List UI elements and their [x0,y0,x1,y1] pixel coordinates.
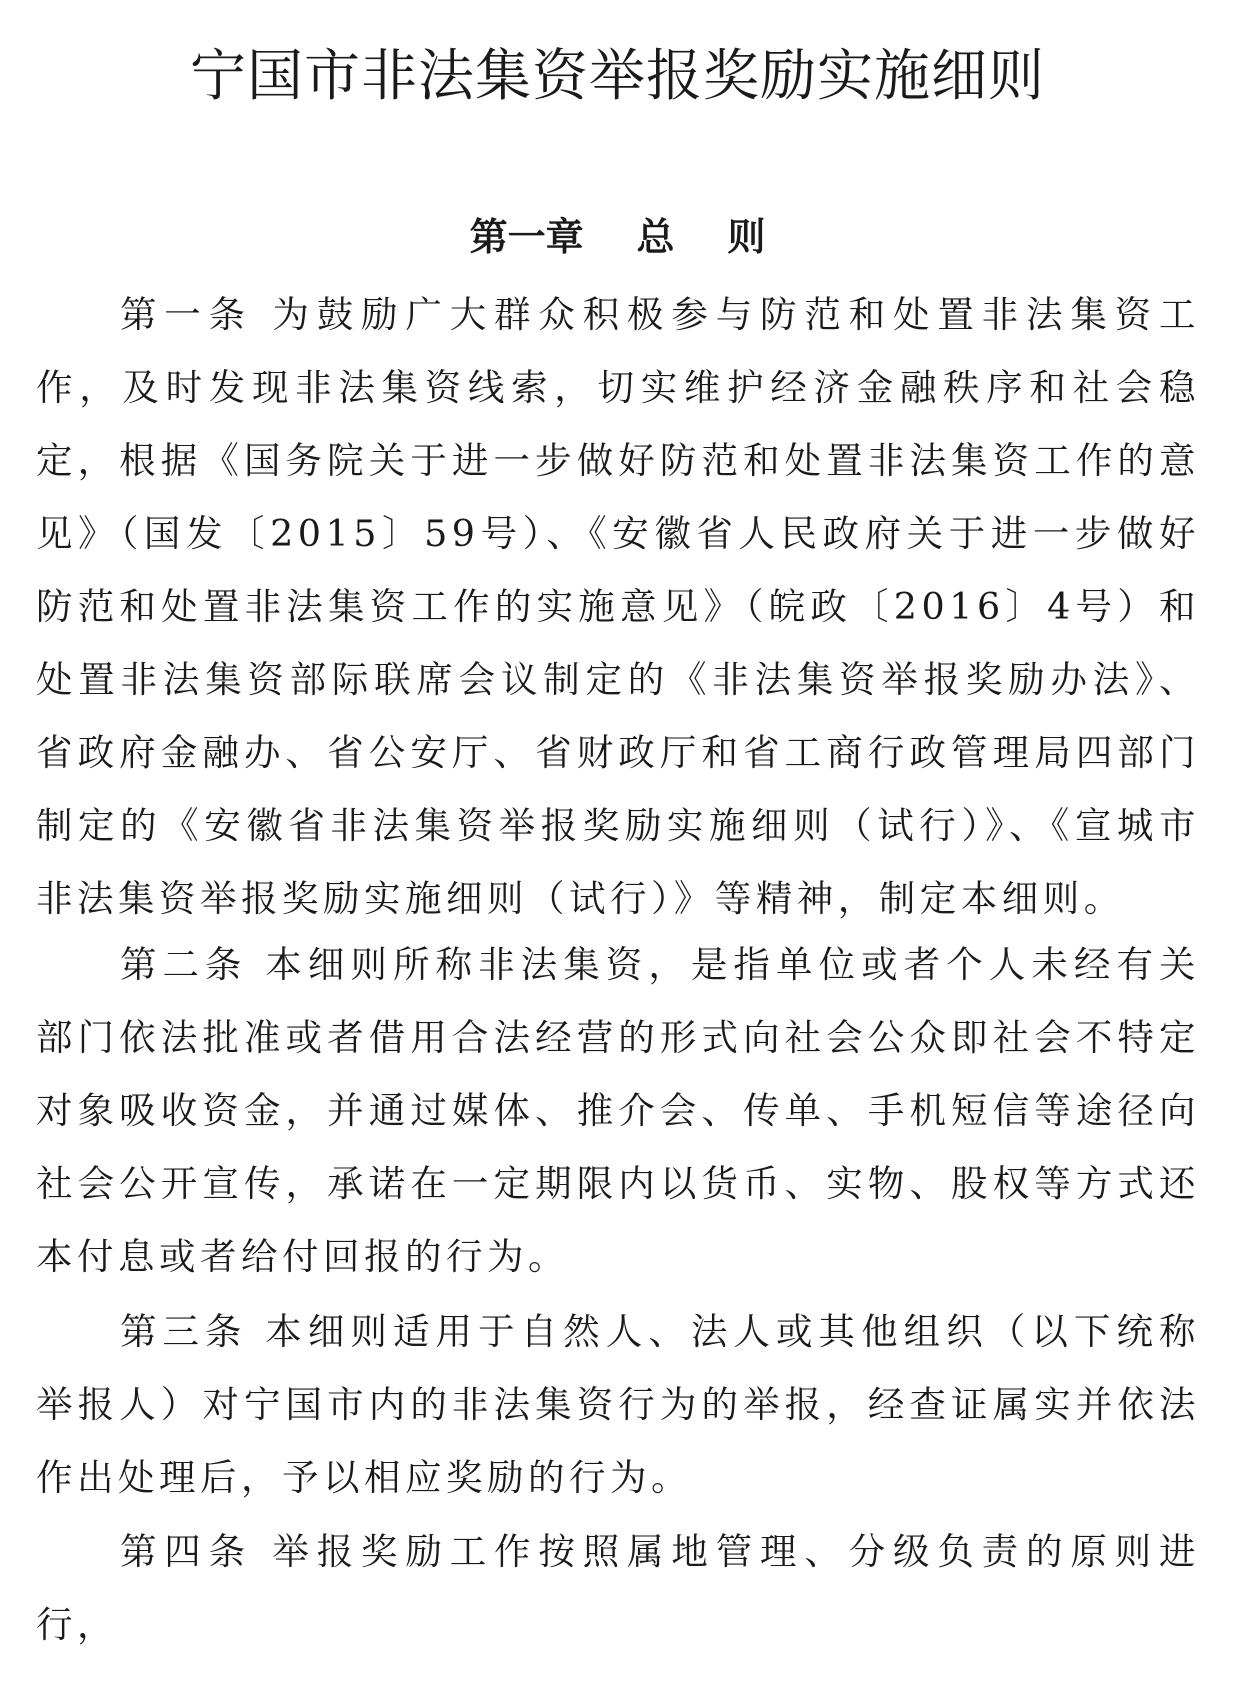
article-1-label: 第一条 [119,293,253,336]
document-title: 宁国市非法集资举报奖励实施细则 [190,44,1045,109]
article-4-label: 第四条 [119,1530,253,1573]
article-1-text: 为鼓励广大群众积极参与防范和处置非法集资工作，及时发现非法集资线索，切实维护经济金融秩序和社会稳定，根据《国务院关于进一步做好防范和处置非法集资工作的意见》（国发〔2015〕59号）、《安徽省人民政府关于进一步做好防范和处置非法集资工作的实施意见》（皖政〔2016〕4号）和处置非法集资部际联席会议制定的《非法集资举报奖励办法》、省政府金融办、省公安厅、省财政厅和省工商行政管理局四部门制定的《安徽省非法集资举报奖励实施细则（试行）》、《宣城市非法集资举报奖励实施细则（试行）》等精神，制定本细则。 [36,293,1201,920]
article-2-text: 本细则所称非法集资，是指单位或者个人未经有关部门依法批准或者借用合法经营的形式向社会公众即社会不特定对象吸收资金，并通过媒体、推介会、传单、手机短信等途径向社会公开宣传，承诺在一定期限内以货币、实物、股权等方式还本付息或者给付回报的行为。 [36,943,1201,1278]
article-2-label: 第二条 [119,943,248,986]
article-2 [36,928,1200,1293]
article-1 [36,278,1200,935]
article-4-text: 举报奖励工作按照属地管理、分级负责的原则进行， [36,1530,1201,1646]
chapter-heading: 第一章 总 则 [469,215,766,259]
article-3 [36,1295,1200,1514]
article-3-text: 本细则适用于自然人、法人或其他组织（以下统称举报人）对宁国市内的非法集资行为的举报，经查证属实并依法作出处理后，予以相应奖励的行为。 [36,1310,1201,1499]
article-4 [36,1515,1200,1661]
article-3-label: 第三条 [119,1310,248,1353]
